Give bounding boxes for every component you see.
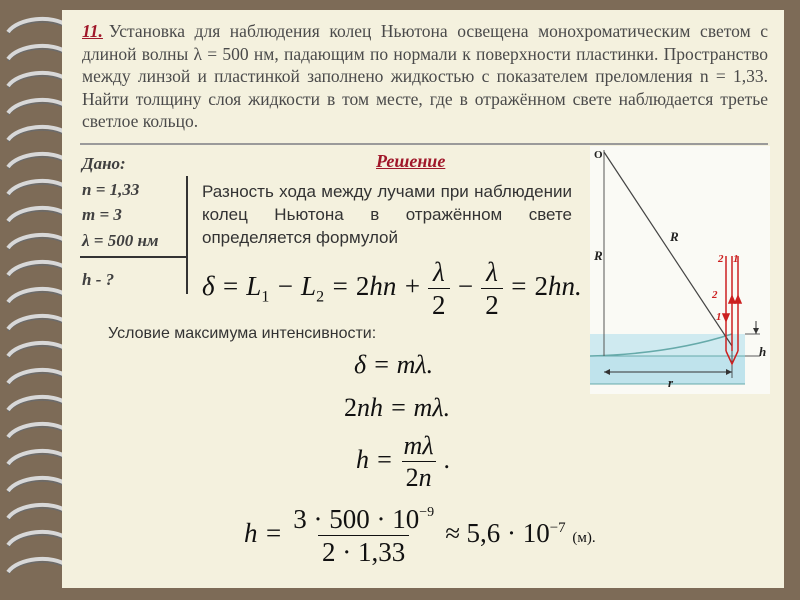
given-title: Дано: (82, 154, 126, 173)
label-r-distance: r (668, 375, 674, 390)
path-difference-formula: $\delta = L_1 - L_2 = 2hn$ + $\frac{\lambda}{2}$ − $\frac{\lambda}{2}$ = 2hn. (202, 257, 582, 321)
given-horizontal-divider (80, 256, 188, 258)
find-label: h - ? (82, 270, 115, 289)
given-block (82, 151, 159, 253)
equation-2nh: 2nh = mλ. (344, 393, 451, 422)
problem-statement (82, 20, 768, 133)
separator-line (80, 143, 768, 145)
given-item: n = 1,33 (82, 179, 140, 199)
label-o: O (594, 149, 603, 161)
ray-label: 2 (712, 289, 718, 301)
label-r-vertical: R (594, 248, 603, 263)
ray-label: 2 (718, 253, 724, 265)
label-h: h (759, 344, 767, 359)
ray-label: 1 (716, 311, 722, 323)
solution-text: Разность хода между лучами при наблюдении колец Ньютона в отражённом свете определяется формулой (202, 182, 572, 247)
max-condition-formula: δ = mλ. (354, 350, 434, 379)
light-rays (723, 256, 741, 351)
unit-label: (м). (572, 530, 596, 547)
given-item: λ = 500 нм (82, 230, 159, 250)
given-vertical-divider (186, 176, 188, 294)
max-condition-text: Условие максимума интенсивности: (108, 325, 377, 342)
radius-line (604, 152, 732, 346)
newton-rings-diagram (590, 146, 770, 394)
label-r-radius: R (670, 229, 679, 244)
ray-label: 1 (733, 253, 739, 265)
equation-h-numeric: h = $\frac{3 \cdot 500 \cdot 10^{-9}}{2 \cdot 1,33}$ ≈ $5,6 \cdot 10^{-7}$ (м). (244, 504, 596, 568)
given-item: m = 3 (82, 205, 122, 224)
problem-text: Установка для наблюдения колец Ньютона освещена монохроматическим светом с длиной волны λ = 500 нм, падающим по нормали к поверхности пластинки. Пространство между линзой и пластинкой заполнено жидкостью с показателем преломления n = 1,33. Найти толщину слоя жидкости в том месте, где в отражённом свете наблюдается третье светлое кольцо. (82, 21, 768, 131)
problem-number: 11. (82, 21, 103, 41)
equation-h-general: h = $\frac{m\lambda}{2n}$ . (356, 431, 451, 493)
solution-title: Решение (376, 151, 446, 171)
